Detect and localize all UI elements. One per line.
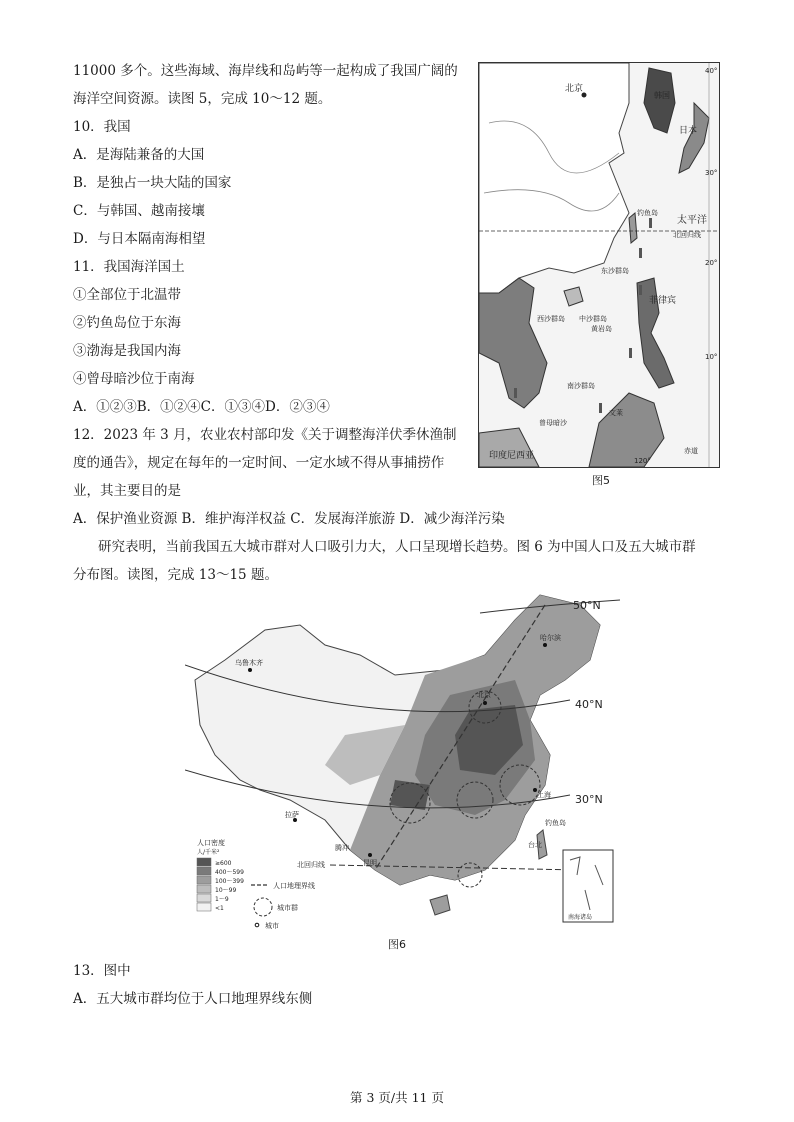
legend-swatch [197, 876, 211, 884]
label-harbin: 哈尔滨 [540, 634, 561, 642]
q12-line-3: 业，其主要目的是 [73, 483, 181, 499]
q12-choices: A．保护渔业资源 B．维护海洋权益 C．发展海洋旅游 D．减少海洋污染 [73, 511, 505, 527]
legend-class-label: ≥600 [215, 860, 232, 867]
label-urumqi: 乌鲁木齐 [235, 659, 263, 667]
q13-option-a: A．五大城市群均位于人口地理界线东侧 [73, 991, 313, 1007]
label-diaoyu-fig6: 钓鱼岛 [545, 819, 566, 827]
page-footer: 第 3 页/共 11 页 [350, 1090, 444, 1105]
label-tropic: 北回归线 [673, 231, 701, 239]
figure-6-map [185, 585, 625, 930]
figure-5-caption: 图5 [592, 474, 610, 487]
legend-class-label: <1 [215, 905, 224, 912]
intro-line-2: 海洋空间资源。读图 5，完成 10～12 题。 [73, 91, 332, 107]
population-density-legend [197, 838, 315, 930]
q10-stem: 10．我国 [73, 119, 131, 135]
label-lat40: 40°N [575, 698, 603, 711]
label-equator: 赤道 [684, 447, 698, 455]
legend-cluster-label: 城市群 [277, 904, 298, 912]
legend-swatch [197, 903, 211, 911]
figure-5-map [478, 62, 720, 468]
q10-option-c: C．与韩国、越南接壤 [73, 203, 205, 219]
legend-class-label: 1～9 [215, 896, 229, 903]
label-inset: 南海诸岛 [568, 914, 593, 921]
label-indonesia: 印度尼西亚 [489, 451, 535, 461]
label-lat40: 40° [705, 67, 718, 75]
q11-statement-1: ①全部位于北温带 [73, 287, 181, 303]
label-pacific: 太平洋 [677, 215, 707, 226]
q11-statement-4: ④曾母暗沙位于南海 [73, 371, 195, 387]
label-taipei: 台北 [528, 841, 542, 849]
q13-stem: 13．图中 [73, 963, 131, 979]
label-shanghai: 上海 [537, 791, 551, 799]
label-philippines: 菲律宾 [649, 296, 677, 306]
label-beijing: 北京 [565, 84, 584, 94]
paragraph-line-1: 研究表明，当前我国五大城市群对人口吸引力大，人口呈现增长趋势。图 6 为中国人口及五大城市群 [98, 539, 696, 555]
legend-unit: 人/千米² [197, 849, 220, 856]
label-zengmu: 曾母暗沙 [539, 419, 567, 427]
label-lat20: 20° [705, 259, 718, 267]
q10-option-d: D．与日本隔南海相望 [73, 231, 206, 247]
label-xisha: 西沙群岛 [537, 315, 565, 323]
q12-line-2: 度的通告》，规定在每年的一定时间、一定水域不得从事捕捞作 [73, 455, 445, 471]
label-kunming: 昆明 [363, 859, 377, 867]
legend-swatch [197, 858, 211, 866]
label-korea: 韩国 [654, 91, 670, 100]
label-huangyan: 黄岩岛 [591, 325, 612, 333]
south-china-sea-inset [563, 850, 613, 922]
figure-6-caption: 图6 [388, 938, 406, 951]
legend-class-label: 400～599 [215, 869, 244, 876]
paragraph-line-2: 分布图。读图，完成 13～15 题。 [73, 567, 278, 583]
label-lat30: 30°N [575, 793, 603, 806]
legend-line-label: 人口地理界线 [273, 882, 315, 890]
label-lon120: 120° [634, 457, 651, 465]
legend-swatch [197, 894, 211, 902]
legend-swatch [197, 885, 211, 893]
label-nansha: 南沙群岛 [567, 382, 595, 390]
label-beijing-fig6: 北京 [477, 691, 491, 699]
legend-title: 人口密度 [197, 839, 225, 847]
label-diaoyu: 钓鱼岛 [637, 209, 658, 217]
q10-option-a: A．是海陆兼备的大国 [73, 147, 205, 163]
legend-class-label: 10～99 [215, 887, 237, 894]
label-brunei: 文莱 [609, 409, 623, 417]
q11-stem: 11．我国海洋国土 [73, 259, 185, 275]
legend-class-label: 100～399 [215, 878, 244, 885]
label-zhongsha: 中沙群岛 [579, 315, 607, 323]
q11-choices: A．①②③B．①②④C．①③④D．②③④ [73, 399, 330, 415]
label-lhasa: 拉萨 [285, 811, 299, 819]
legend-swatch [197, 867, 211, 875]
q10-option-b: B．是独占一块大陆的国家 [73, 175, 232, 191]
figure-5-svg [479, 63, 719, 467]
label-lat50: 50°N [573, 599, 601, 612]
label-dongsha: 东沙群岛 [601, 267, 629, 275]
figure-6-svg [185, 585, 625, 930]
label-tengchong: 腾冲 [335, 844, 349, 852]
label-lat10: 10° [705, 353, 718, 361]
label-tropic-fig6: 北回归线 [297, 861, 325, 869]
intro-line-1: 11000 多个。这些海域、海岸线和岛屿等一起构成了我国广阔的 [73, 63, 458, 79]
q12-line-1: 12．2023 年 3 月，农业农村部印发《关于调整海洋伏季休渔制 [73, 427, 457, 443]
q11-statement-3: ③渤海是我国内海 [73, 343, 181, 359]
q11-statement-2: ②钓鱼岛位于东海 [73, 315, 181, 331]
label-lat30: 30° [705, 169, 718, 177]
label-japan: 日本 [679, 126, 698, 136]
legend-city-label: 城市 [265, 922, 279, 930]
